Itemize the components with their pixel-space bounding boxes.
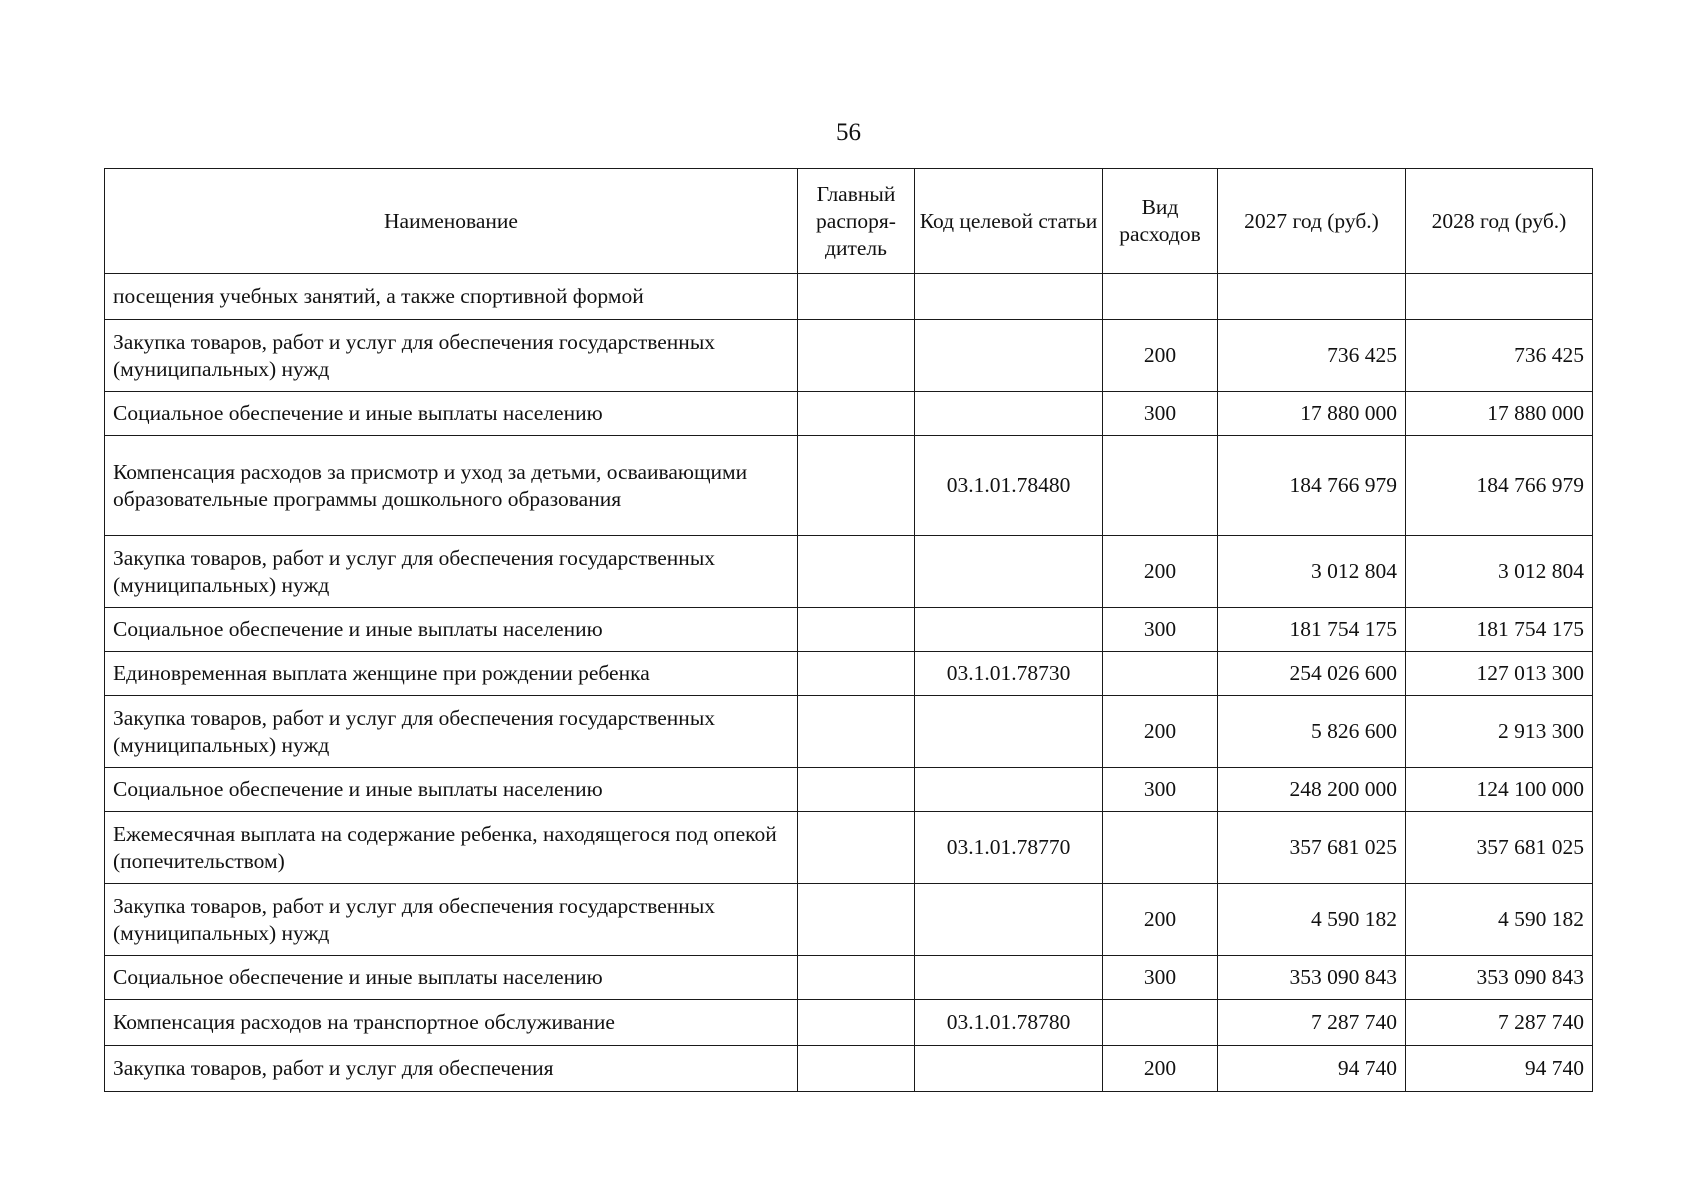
cell-name: Единовременная выплата женщине при рождении ребенка	[105, 652, 798, 696]
table-row	[105, 320, 1593, 392]
cell-kind	[1103, 436, 1218, 536]
cell-code	[915, 608, 1103, 652]
cell-2028: 124 100 000	[1406, 768, 1593, 812]
cell-2028: 357 681 025	[1406, 812, 1593, 884]
cell-admin	[798, 768, 915, 812]
cell-code	[915, 696, 1103, 768]
cell-2028: 2 913 300	[1406, 696, 1593, 768]
cell-name: посещения учебных занятий, а также спортивной формой	[105, 274, 798, 320]
cell-2028	[1406, 274, 1593, 320]
cell-admin	[798, 812, 915, 884]
cell-2027	[1218, 274, 1406, 320]
cell-kind: 200	[1103, 320, 1218, 392]
header-name: Наименование	[105, 169, 798, 274]
cell-name: Социальное обеспечение и иные выплаты населению	[105, 608, 798, 652]
cell-2028: 181 754 175	[1406, 608, 1593, 652]
header-code: Код целевой статьи	[915, 169, 1103, 274]
cell-name: Закупка товаров, работ и услуг для обеспечения государственных (муниципальных) нужд	[105, 320, 798, 392]
table-header	[105, 169, 1593, 274]
cell-code: 03.1.01.78770	[915, 812, 1103, 884]
cell-2028: 736 425	[1406, 320, 1593, 392]
header-kind: Вид расходов	[1103, 169, 1218, 274]
cell-name: Компенсация расходов за присмотр и уход за детьми, осваивающими образовательные программы дошкольного образования	[105, 436, 798, 536]
cell-code	[915, 1046, 1103, 1092]
table-row	[105, 1046, 1593, 1092]
cell-2027: 184 766 979	[1218, 436, 1406, 536]
cell-admin	[798, 1000, 915, 1046]
cell-admin	[798, 652, 915, 696]
cell-kind	[1103, 1000, 1218, 1046]
cell-kind	[1103, 812, 1218, 884]
cell-2027: 353 090 843	[1218, 956, 1406, 1000]
table-row	[105, 1000, 1593, 1046]
cell-kind: 300	[1103, 956, 1218, 1000]
cell-admin	[798, 956, 915, 1000]
cell-admin	[798, 608, 915, 652]
cell-2028: 353 090 843	[1406, 956, 1593, 1000]
cell-code: 03.1.01.78780	[915, 1000, 1103, 1046]
cell-code: 03.1.01.78480	[915, 436, 1103, 536]
cell-2027: 5 826 600	[1218, 696, 1406, 768]
cell-admin	[798, 274, 915, 320]
cell-code	[915, 884, 1103, 956]
table-row	[105, 392, 1593, 436]
cell-2028: 127 013 300	[1406, 652, 1593, 696]
header-2027: 2027 год (руб.)	[1218, 169, 1406, 274]
table-row	[105, 536, 1593, 608]
cell-name: Закупка товаров, работ и услуг для обеспечения государственных (муниципальных) нужд	[105, 696, 798, 768]
cell-code	[915, 320, 1103, 392]
cell-name: Ежемесячная выплата на содержание ребенка, находящегося под опекой (попечительством)	[105, 812, 798, 884]
cell-2027: 17 880 000	[1218, 392, 1406, 436]
cell-kind: 300	[1103, 768, 1218, 812]
table-row	[105, 608, 1593, 652]
cell-kind: 300	[1103, 392, 1218, 436]
cell-name: Социальное обеспечение и иные выплаты населению	[105, 956, 798, 1000]
cell-admin	[798, 436, 915, 536]
cell-kind	[1103, 274, 1218, 320]
cell-2027: 254 026 600	[1218, 652, 1406, 696]
cell-kind: 200	[1103, 1046, 1218, 1092]
cell-2028: 184 766 979	[1406, 436, 1593, 536]
cell-2027: 736 425	[1218, 320, 1406, 392]
cell-code	[915, 768, 1103, 812]
cell-2028: 7 287 740	[1406, 1000, 1593, 1046]
cell-2028: 3 012 804	[1406, 536, 1593, 608]
table-row	[105, 696, 1593, 768]
table-row	[105, 436, 1593, 536]
page-number: 56	[836, 119, 861, 146]
cell-name: Закупка товаров, работ и услуг для обеспечения	[105, 1046, 798, 1092]
table-row	[105, 274, 1593, 320]
cell-kind: 200	[1103, 696, 1218, 768]
header-2028: 2028 год (руб.)	[1406, 169, 1593, 274]
cell-2027: 4 590 182	[1218, 884, 1406, 956]
cell-name: Закупка товаров, работ и услуг для обеспечения государственных (муниципальных) нужд	[105, 884, 798, 956]
cell-admin	[798, 392, 915, 436]
cell-admin	[798, 696, 915, 768]
budget-table	[104, 168, 1593, 1092]
table-body	[105, 274, 1593, 1092]
table-row	[105, 652, 1593, 696]
cell-2027: 181 754 175	[1218, 608, 1406, 652]
cell-name: Социальное обеспечение и иные выплаты населению	[105, 392, 798, 436]
cell-admin	[798, 1046, 915, 1092]
cell-2028: 17 880 000	[1406, 392, 1593, 436]
header-admin: Главный распоря-дитель	[798, 169, 915, 274]
cell-admin	[798, 884, 915, 956]
cell-2027: 248 200 000	[1218, 768, 1406, 812]
cell-kind: 200	[1103, 536, 1218, 608]
cell-code: 03.1.01.78730	[915, 652, 1103, 696]
cell-code	[915, 536, 1103, 608]
cell-kind	[1103, 652, 1218, 696]
cell-2027: 7 287 740	[1218, 1000, 1406, 1046]
cell-admin	[798, 320, 915, 392]
cell-2027: 3 012 804	[1218, 536, 1406, 608]
header-row	[105, 169, 1593, 274]
cell-name: Социальное обеспечение и иные выплаты населению	[105, 768, 798, 812]
cell-name: Закупка товаров, работ и услуг для обеспечения государственных (муниципальных) нужд	[105, 536, 798, 608]
cell-code	[915, 274, 1103, 320]
table-row	[105, 884, 1593, 956]
cell-kind: 300	[1103, 608, 1218, 652]
cell-2027: 357 681 025	[1218, 812, 1406, 884]
cell-2028: 4 590 182	[1406, 884, 1593, 956]
cell-name: Компенсация расходов на транспортное обслуживание	[105, 1000, 798, 1046]
table-row	[105, 768, 1593, 812]
cell-2028: 94 740	[1406, 1046, 1593, 1092]
cell-2027: 94 740	[1218, 1046, 1406, 1092]
table-row	[105, 812, 1593, 884]
cell-admin	[798, 536, 915, 608]
cell-code	[915, 392, 1103, 436]
cell-kind: 200	[1103, 884, 1218, 956]
table-row	[105, 956, 1593, 1000]
cell-code	[915, 956, 1103, 1000]
